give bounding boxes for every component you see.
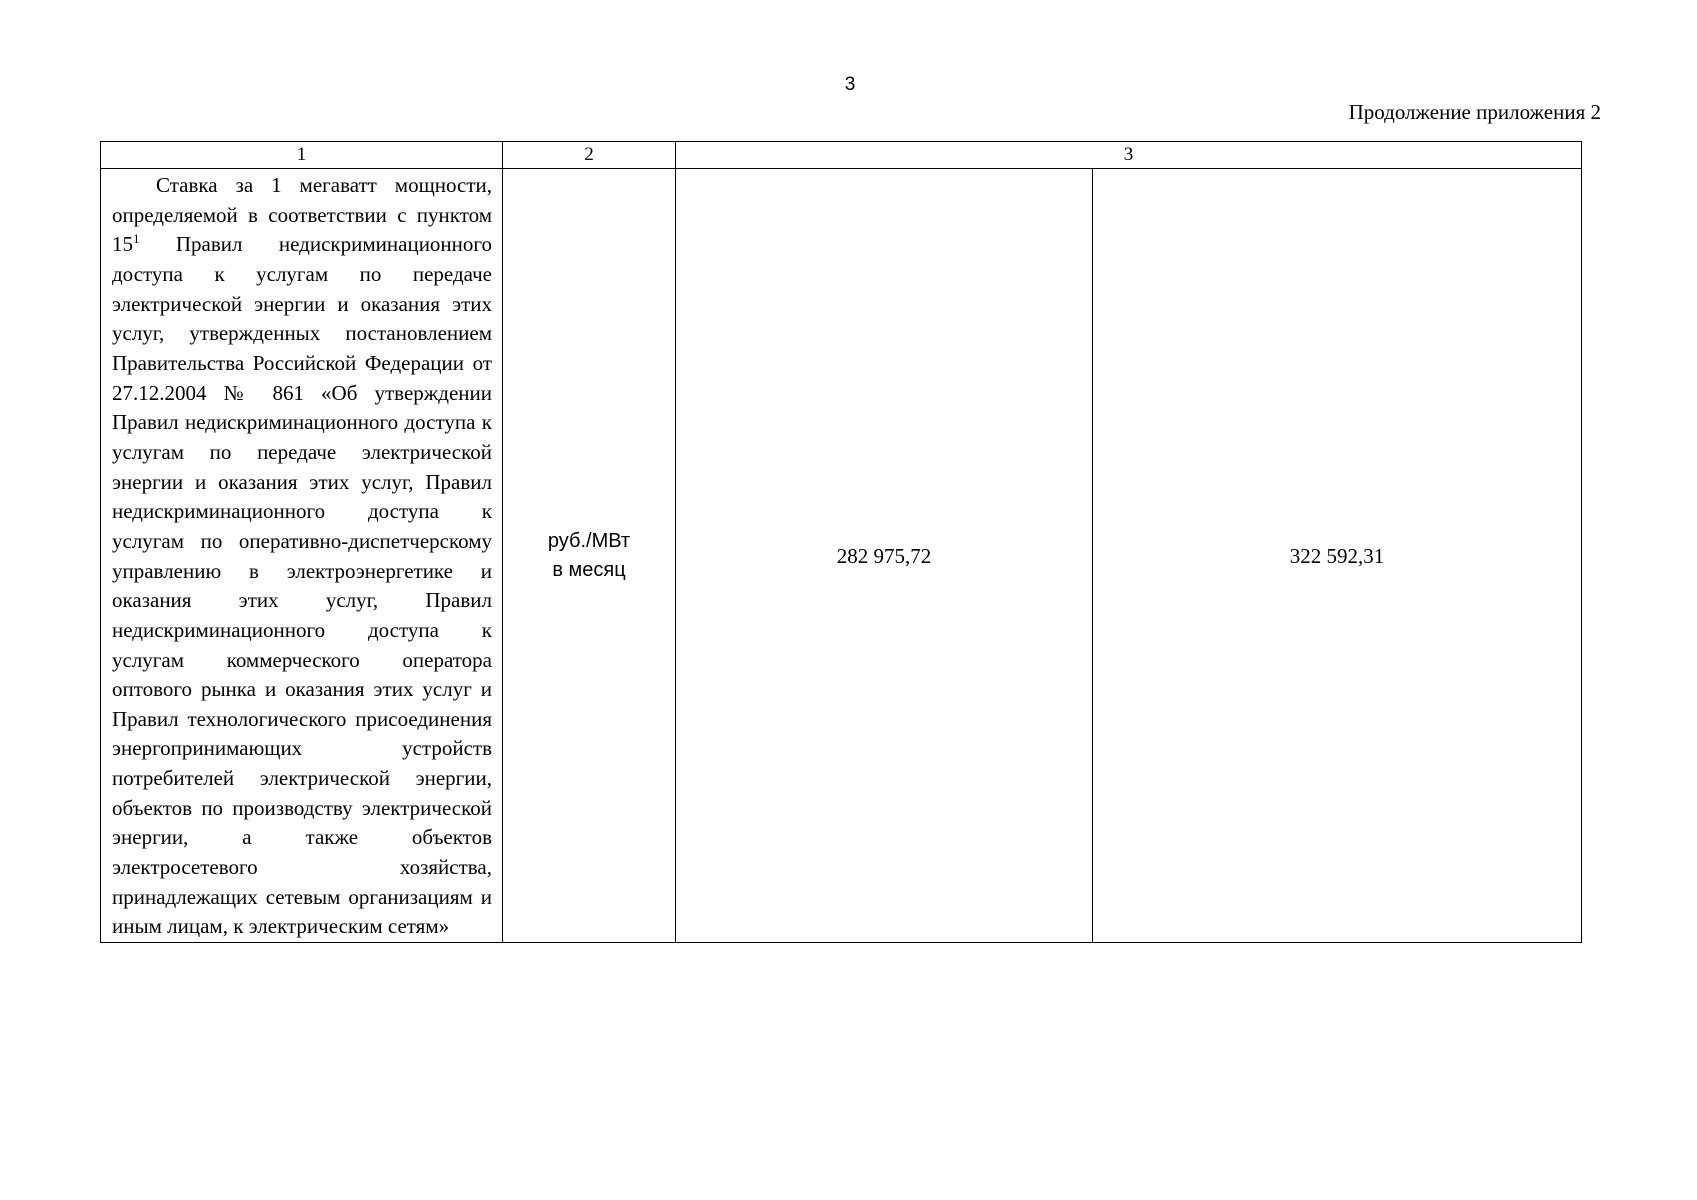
unit-label: руб./МВт: [547, 529, 631, 552]
unit-cell: [503, 169, 676, 943]
unit-period-label: в месяц: [552, 558, 626, 581]
clause-superscript: 1: [133, 231, 140, 247]
rate-description-cell: [101, 169, 503, 943]
column-header-3: 3: [676, 142, 1582, 169]
rate-value-second-cell: 322 592,31: [1093, 169, 1582, 943]
column-header-1: 1: [101, 142, 503, 169]
rate-description-text-continued: Правил недискриминационного доступа к услугам по передаче электрической энергии и оказания этих услуг, утвержденных постановлением Правительства Российской Федерации от 27.12.2004 № 861 «Об утверждении Правил недискриминационного доступа к услугам по передаче электрической энергии и оказания этих услуг, Правил недискриминационного доступа к услугам по оперативно-диспетчерскому управлению в электроэнергетике и оказания этих услуг, Правил недискриминационного доступа к услугам коммерческого оператора оптового рынка и оказания этих услуг и Правил технологического присоединения энергопринимающих устройств потребителей электрической энергии, объектов по производству электрической энергии, а также объектов электросетевого хозяйства, принадлежащих сетевым организациям и иным лицам, к электрическим сетям»: [112, 232, 492, 939]
appendix-continuation-label: Продолжение приложения 2: [1348, 100, 1601, 124]
table-header-row: [101, 142, 1582, 169]
table-row: [101, 169, 1582, 943]
rate-value-first-cell: 282 975,72: [676, 169, 1093, 943]
column-header-2: 2: [503, 142, 676, 169]
page-number: 3: [844, 74, 856, 95]
rate-description-text: Ставка за 1 мегаватт мощности, определяемой в соответствии с пунктом 15: [112, 173, 492, 257]
tariff-table: [100, 141, 1582, 943]
